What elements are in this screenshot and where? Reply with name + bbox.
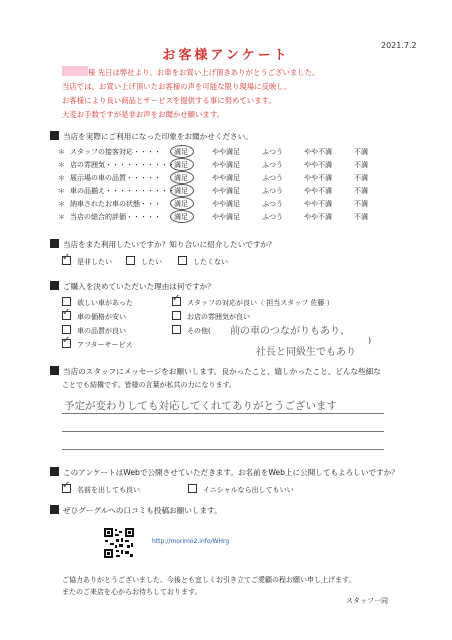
- scale-option[interactable]: ふつう: [262, 161, 283, 169]
- scale-option[interactable]: やや満足: [212, 161, 240, 169]
- answer-line: [62, 449, 384, 450]
- checkbox-checked-icon[interactable]: [172, 297, 181, 306]
- scale-option[interactable]: やや満足: [212, 213, 240, 221]
- answer-circle-mark: [170, 184, 194, 197]
- answer-circle-mark: [170, 158, 194, 171]
- q5-option[interactable]: ✓名前を出しても良い: [62, 484, 140, 495]
- intro-line-1: 様 先日は弊社より、お車をお買い上げ頂きありがとうございました。: [88, 68, 320, 77]
- scale-option[interactable]: やや不満: [304, 174, 332, 182]
- q6-question: ぜひグーグルへの口コミも投稿お願いします。: [50, 505, 222, 516]
- scale-option[interactable]: ふつう: [262, 174, 283, 182]
- asterisk-icon: ＊: [58, 200, 65, 208]
- checkbox-checked-icon[interactable]: [62, 256, 71, 265]
- scale-option[interactable]: ふつう: [262, 187, 283, 195]
- q2-option[interactable]: したい: [126, 256, 162, 267]
- checkbox-checked-icon[interactable]: [62, 339, 71, 348]
- q3-option[interactable]: 車の品質が良い: [62, 325, 126, 336]
- scale-option[interactable]: 満足: [174, 187, 188, 195]
- answer-circle-mark: [170, 171, 194, 184]
- scale-option[interactable]: 不満: [354, 161, 368, 169]
- asterisk-icon: ＊: [58, 187, 65, 195]
- q3-other-handwritten-2: 社長と同級生でもあり: [256, 347, 356, 358]
- scale-option[interactable]: 満足: [174, 213, 188, 221]
- scale-option[interactable]: やや満足: [212, 187, 240, 195]
- scale-option[interactable]: やや不満: [304, 200, 332, 208]
- scale-option[interactable]: やや満足: [212, 200, 240, 208]
- scale-option[interactable]: 不満: [354, 174, 368, 182]
- answer-circle-mark: [170, 197, 194, 210]
- scale-option[interactable]: ふつう: [262, 213, 283, 221]
- scale-option[interactable]: 満足: [174, 174, 188, 182]
- footer-line-1: ご協力ありがとうございました。今後とも宜しくお引き立てご愛顧の程お願い申し上げます。: [62, 576, 356, 584]
- scale-option[interactable]: ふつう: [262, 148, 283, 156]
- date: 2021.7.2: [381, 41, 417, 50]
- scale-option[interactable]: 満足: [174, 148, 188, 156]
- checkbox-icon[interactable]: [126, 256, 135, 265]
- q3-question: ご購入を決めていただいた理由は何ですか？: [50, 281, 215, 292]
- scale-option[interactable]: 不満: [354, 187, 368, 195]
- q1-row-label: 当店の総合的評価・・・・・: [70, 213, 161, 221]
- intro-line-2: 当店では、お買い上げ頂いたお客様の声を可能な限り現場に反映し、: [62, 82, 292, 91]
- scale-option[interactable]: ふつう: [262, 200, 283, 208]
- q5-option[interactable]: イニシャルなら出してもいい: [188, 484, 294, 495]
- intro-line-4: 大変お手数ですが是非お声をお聞かせ願います。: [62, 110, 225, 119]
- page-title: お客様アンケート: [162, 48, 290, 63]
- scale-option[interactable]: やや満足: [212, 174, 240, 182]
- q2-question: 当店をまた利用したいですか？知り合いに紹介したいですか？: [50, 239, 276, 250]
- bullet-icon: [50, 505, 59, 514]
- redacted-name: [62, 66, 88, 76]
- answer-line: [62, 413, 384, 414]
- close-paren: ): [368, 336, 372, 345]
- checkbox-checked-icon[interactable]: [62, 484, 71, 493]
- q3-option[interactable]: 欲しい車があった: [62, 297, 133, 308]
- scale-option[interactable]: 満足: [174, 161, 188, 169]
- checkbox-icon[interactable]: [178, 256, 187, 265]
- scale-option[interactable]: 不満: [354, 200, 368, 208]
- q3-option[interactable]: ✓スタッフの対応が良い（ 担当スタッフ 佐藤 ）: [172, 297, 334, 308]
- scale-option[interactable]: やや不満: [304, 161, 332, 169]
- q3-option[interactable]: ✓車の価格が安い: [62, 311, 126, 322]
- checkbox-icon[interactable]: [188, 484, 197, 493]
- bullet-icon: [50, 281, 59, 290]
- footer-line-2: またのご来店を心からお待ちしております。: [62, 588, 202, 596]
- q4-question: 当店のスタッフにメッセージをお願いします。良かったこと、嬉しかったこと、どんな些細な: [50, 366, 381, 377]
- q4-handwritten-message: 予定が変わりしても対応してくれてありがとうございます: [64, 400, 337, 412]
- checkbox-icon[interactable]: [172, 311, 181, 320]
- asterisk-icon: ＊: [58, 161, 65, 169]
- q1-row-label: 車の品揃え・・・・・・・・・・: [70, 187, 175, 195]
- q3-option[interactable]: その他(: [172, 325, 211, 336]
- scale-option[interactable]: 不満: [354, 148, 368, 156]
- bullet-icon: [50, 366, 59, 375]
- q2-option[interactable]: したくない: [178, 256, 228, 267]
- bullet-icon: [50, 239, 59, 248]
- intro-line-3: お客様により良い商品とサービスを提供する事に努めています。: [62, 96, 276, 105]
- q1-row-label: 納車されたお車の状態・・・: [70, 200, 161, 208]
- scale-option[interactable]: やや不満: [304, 213, 332, 221]
- answer-circle-mark: [170, 145, 194, 158]
- q2-option[interactable]: ✓是非したい: [62, 256, 112, 267]
- answer-line: [62, 431, 384, 432]
- scale-option[interactable]: 不満: [354, 213, 368, 221]
- signature: スタッフ一同: [346, 597, 388, 605]
- asterisk-icon: ＊: [58, 213, 65, 221]
- q1-question: 当店を実際にご利用になった印象をお聞かせください。: [50, 131, 253, 142]
- checkbox-icon[interactable]: [172, 325, 181, 334]
- asterisk-icon: ＊: [58, 174, 65, 182]
- q1-row-label: 展示場の車の品質・・・・・: [70, 174, 161, 182]
- bullet-icon: [50, 467, 59, 476]
- answer-circle-mark: [170, 210, 194, 223]
- asterisk-icon: ＊: [58, 148, 65, 156]
- checkbox-icon[interactable]: [62, 297, 71, 306]
- checkbox-icon[interactable]: [62, 325, 71, 334]
- scale-option[interactable]: やや満足: [212, 148, 240, 156]
- q3-option[interactable]: お店の雰囲気が良い: [172, 311, 250, 322]
- scale-option[interactable]: やや不満: [304, 148, 332, 156]
- q3-option[interactable]: ✓アフターサービス: [62, 339, 133, 350]
- q1-row-label: 店の雰囲気・・・・・・・・・・: [70, 161, 175, 169]
- qr-code-icon[interactable]: [103, 527, 135, 559]
- q5-question: このアンケートはWebで公開させていただきます。お名前をWeb上に公開してもよろしいですか？: [50, 467, 399, 478]
- bullet-icon: [50, 131, 59, 140]
- q1-row-label: スタッフの接客対応・・・・: [70, 148, 161, 156]
- scale-option[interactable]: やや不満: [304, 187, 332, 195]
- q4-question-line-2: ことでも結構です。皆様の言葉が私共の力になります。: [62, 381, 236, 389]
- q3-other-handwritten-1: 前の車のつながりもあり、: [230, 326, 350, 337]
- review-url-link[interactable]: http://morimo2.info/WHrg: [152, 538, 230, 545]
- scale-option[interactable]: 満足: [174, 200, 188, 208]
- checkbox-checked-icon[interactable]: [62, 311, 71, 320]
